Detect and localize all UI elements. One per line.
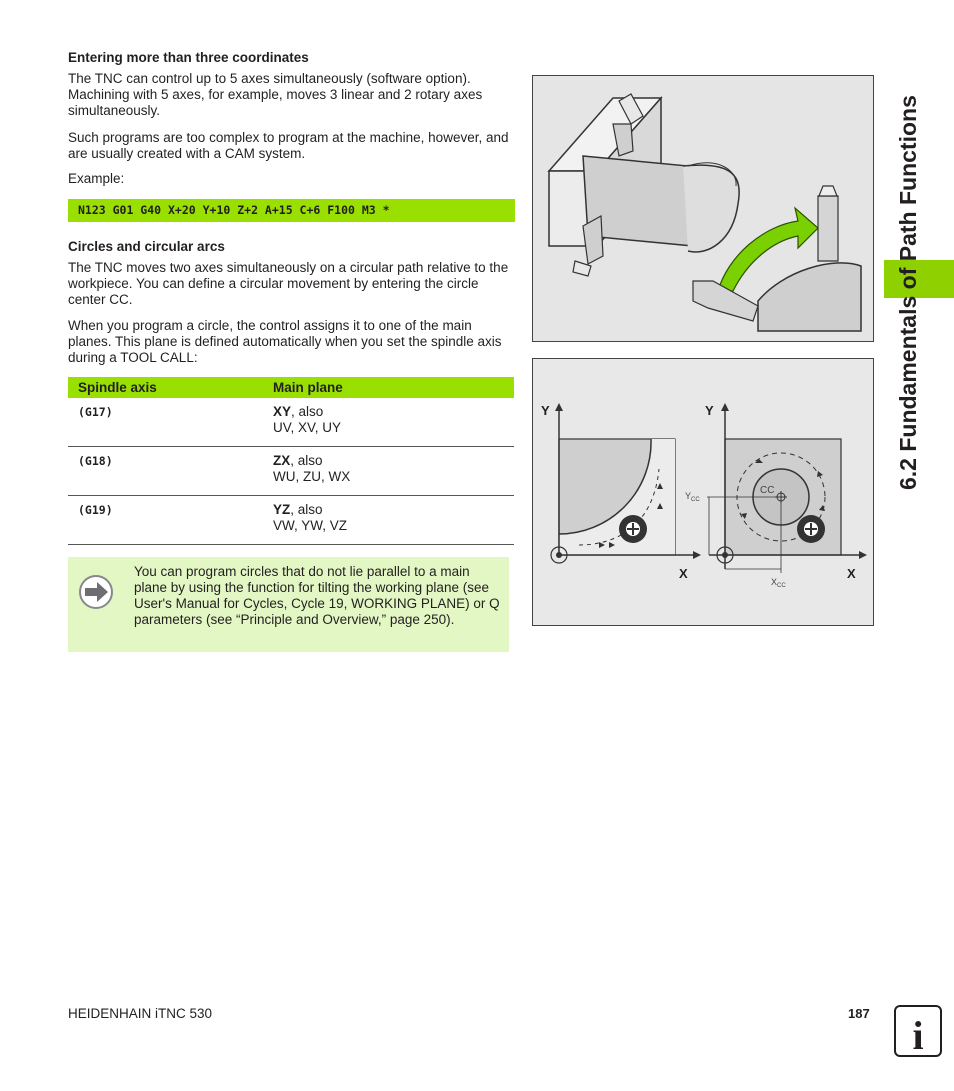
circle-plane-diagram	[532, 358, 874, 626]
plane-also: , also	[290, 502, 323, 517]
table-header: Main plane	[263, 377, 514, 398]
y-axis-label-left: Y	[541, 403, 550, 418]
table-header: Spindle axis	[68, 377, 263, 398]
five-axis-illustration	[532, 75, 874, 342]
main-plane-cell	[263, 496, 514, 545]
main-plane-cell	[263, 447, 514, 496]
table-row	[68, 496, 514, 545]
paragraph: The TNC moves two axes simultaneously on a circular path relative to the workpiece. You can define a circular movement by entering the circle center CC.	[68, 260, 509, 307]
example-label: Example:	[68, 171, 125, 186]
heading-circles: Circles and circular arcs	[68, 239, 225, 254]
note-text: You can program circles that do not lie parallel to a main plane by using the function for tilting the working plane (see User's Manual for Cycles, Cycle 19, WORKING PLANE) or Q parameters (see “Principle and Overview,” page 250).	[134, 564, 500, 627]
chapter-title-text: 6.2 Fundamentals of Path Functions	[895, 95, 921, 490]
heading-coordinates: Entering more than three coordinates	[68, 50, 309, 65]
note-box	[68, 557, 509, 652]
plane-others: UV, XV, UY	[273, 420, 342, 435]
spindle-axis-cell: (G19)	[68, 496, 263, 545]
main-plane-cell	[263, 398, 514, 447]
info-icon-letter: i	[912, 1013, 924, 1057]
x-axis-label-left: X	[679, 566, 688, 581]
paragraph: When you program a circle, the control assigns it to one of the main planes. This plane is defined automatically when you set the spindle axis during a TOOL CALL:	[68, 318, 502, 365]
plane-also: , also	[290, 453, 323, 468]
plane-also: , also	[291, 404, 324, 419]
main-plane-table	[68, 377, 514, 545]
plane-name: ZX	[273, 453, 291, 468]
x-axis-label-right: X	[847, 566, 856, 581]
info-icon	[894, 1005, 942, 1057]
nc-code-example: N123 G01 G40 X+20 Y+10 Z+2 A+15 C+6 F100 M3 *	[68, 199, 515, 222]
plane-others: VW, YW, VZ	[273, 518, 348, 533]
table-row	[68, 447, 514, 496]
footer-product: HEIDENHAIN iTNC 530	[68, 1006, 213, 1021]
page-number: 187	[848, 1006, 870, 1021]
y-axis-label-right: Y	[705, 403, 714, 418]
circle-plane-drawing	[533, 359, 873, 625]
ycc-label: $Y_{CC}$	[685, 491, 700, 503]
plane-name: YZ	[273, 502, 291, 517]
table-row	[68, 398, 514, 447]
plane-others: WU, ZU, WX	[273, 469, 351, 484]
paragraph: The TNC can control up to 5 axes simultaneously (software option). Machining with 5 axes, for example, moves 3 linear and 2 rotary axes simultaneously.	[68, 71, 483, 118]
paragraph: Such programs are too complex to program at the machine, however, and are usually created with a CAM system.	[68, 130, 509, 161]
five-axis-drawing	[533, 76, 873, 341]
spindle-axis-cell: (G18)	[68, 447, 263, 496]
arrow-right-icon	[78, 574, 114, 610]
xcc-label: $X_{CC}$	[771, 577, 786, 589]
circle-center-label: CC	[760, 485, 775, 496]
plane-name: XY	[273, 404, 292, 419]
spindle-axis-cell: (G17)	[68, 398, 263, 447]
